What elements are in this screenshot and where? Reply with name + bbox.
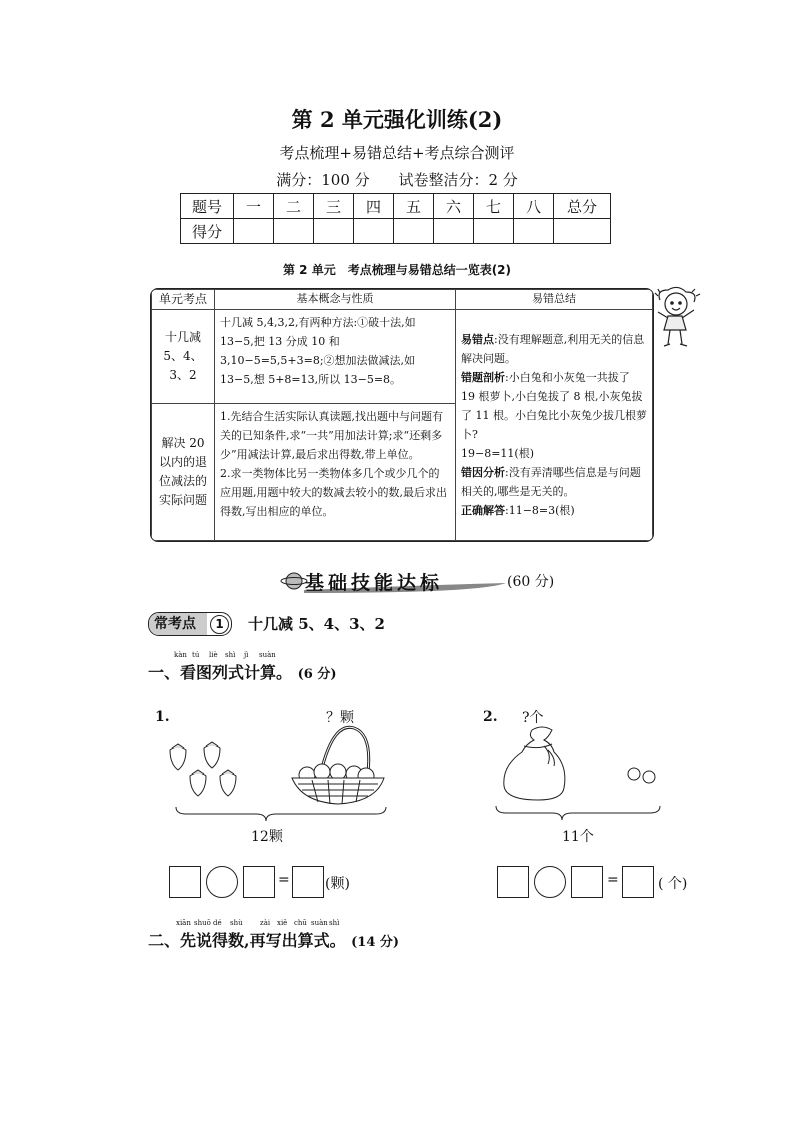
score-header-cell: 三 bbox=[314, 194, 354, 219]
score-header-cell: 五 bbox=[394, 194, 434, 219]
pinyin: tú bbox=[192, 651, 200, 659]
answer-box[interactable] bbox=[243, 866, 275, 898]
answer-box[interactable] bbox=[169, 866, 201, 898]
summary-caption: 第 2 单元 考点梳理与易错总结一览表(2) bbox=[282, 263, 512, 277]
score-header-cell: 题号 bbox=[181, 194, 234, 219]
problem-2-total: 11个 bbox=[562, 829, 594, 845]
score-cell[interactable] bbox=[394, 219, 434, 244]
pinyin: xiě bbox=[277, 919, 288, 927]
score-cell[interactable] bbox=[234, 219, 274, 244]
summary-header-errors: 易错总结 bbox=[456, 290, 653, 310]
score-table bbox=[180, 193, 611, 244]
question-2-text: 二、先说得数,再写出算式。 bbox=[148, 931, 346, 950]
error-point-label: 易错点 bbox=[461, 333, 494, 346]
key-point-title: 十几减 5、4、3、2 bbox=[248, 615, 385, 633]
pinyin: chū bbox=[294, 919, 307, 927]
summary-table bbox=[150, 288, 654, 542]
score-header-cell: 六 bbox=[434, 194, 474, 219]
wrong-answer: 19−8=11(根) bbox=[461, 447, 535, 460]
correct-answer-text: :11−8=3(根) bbox=[505, 504, 575, 517]
error-cause-text: :没有弄清哪些信息是与问题相关的,哪些是无关的。 bbox=[461, 466, 641, 498]
strawberry-icon bbox=[190, 770, 206, 796]
score-header-cell: 总分 bbox=[554, 194, 611, 219]
score-info bbox=[0, 169, 794, 190]
problem-1-number: 1. bbox=[155, 709, 170, 725]
score-header-cell: 八 bbox=[514, 194, 554, 219]
summary-content bbox=[215, 403, 456, 540]
pinyin: suàn bbox=[259, 651, 276, 659]
operator-circle[interactable] bbox=[206, 866, 238, 898]
question-2-heading bbox=[148, 919, 400, 951]
pinyin: shì bbox=[329, 919, 340, 927]
pinyin: kàn bbox=[174, 651, 187, 659]
correct-answer-label: 正确解答 bbox=[461, 504, 505, 517]
pinyin: liè bbox=[209, 651, 218, 659]
score-cell[interactable] bbox=[354, 219, 394, 244]
score-header-cell: 七 bbox=[474, 194, 514, 219]
problem-2-number: 2. bbox=[483, 709, 498, 725]
score-cell[interactable] bbox=[314, 219, 354, 244]
answer-box[interactable] bbox=[622, 866, 654, 898]
key-point-number: 1 bbox=[210, 615, 229, 634]
full-score: 满分：100 分 bbox=[276, 171, 370, 189]
pinyin: xiān bbox=[176, 919, 191, 927]
pinyin: suàn bbox=[311, 919, 328, 927]
score-cell[interactable] bbox=[434, 219, 474, 244]
bag-icon bbox=[504, 727, 565, 800]
summary-header-concept: 基本概念与性质 bbox=[215, 290, 456, 310]
cartoon-girl-icon bbox=[654, 286, 702, 352]
score-header-cell: 一 bbox=[234, 194, 274, 219]
summary-header-row bbox=[152, 290, 653, 310]
pinyin: dé bbox=[213, 919, 222, 927]
page-title: 第 2 单元强化训练(2) bbox=[291, 107, 503, 132]
answer-box[interactable] bbox=[497, 866, 529, 898]
ball-icon bbox=[643, 771, 655, 783]
score-header-cell: 二 bbox=[274, 194, 314, 219]
answer-box[interactable] bbox=[292, 866, 324, 898]
summary-content-item: 1.先结合生活实际认真读题,找出题中与问题有关的已知条件,求“一共”用加法计算;求“还剩多少”用减法计算,最后求出得数,带上单位。 bbox=[220, 409, 443, 461]
section-banner-title: 基础技能达标 bbox=[305, 572, 444, 594]
neat-score: 试卷整洁分：2 分 bbox=[398, 171, 518, 189]
score-cell[interactable] bbox=[554, 219, 611, 244]
section-banner-score: (60 分) bbox=[507, 574, 555, 590]
problem-1-total: 12颗 bbox=[251, 829, 283, 845]
error-cause-label: 错因分析 bbox=[461, 466, 505, 479]
question-1-heading bbox=[148, 651, 337, 683]
summary-header-topic: 单元考点 bbox=[152, 290, 215, 310]
pinyin: shì bbox=[225, 651, 236, 659]
strawberries-basket-illustration bbox=[162, 720, 392, 825]
equals-sign: = bbox=[607, 872, 619, 888]
error-analysis-text: :小白兔和小灰兔一共拔了 19 根萝卜,小白兔拔了 8 根,小灰兔拔了 11 根。小白兔比小灰兔少拔几根萝卜? bbox=[461, 371, 647, 441]
pinyin: shuō bbox=[194, 919, 211, 927]
pinyin: shù bbox=[230, 919, 243, 927]
pinyin: zài bbox=[260, 919, 271, 927]
error-analysis-label: 错题剖析 bbox=[461, 371, 505, 384]
unit-label: ( 个) bbox=[658, 876, 688, 892]
score-header-cell: 四 bbox=[354, 194, 394, 219]
key-point-badge bbox=[148, 612, 232, 636]
operator-circle[interactable] bbox=[534, 866, 566, 898]
summary-topic: 解决 20 以内的退位减法的实际问题 bbox=[152, 403, 215, 540]
summary-content: 十几减 5,4,3,2,有两种方法:①破十法,如 13−5,把 13 分成 10 和 3,10−5=5,5+3=8;②想加法做减法,如 13−5,想 5+8=13,所以 13−5=8。 bbox=[215, 310, 456, 404]
answer-box[interactable] bbox=[571, 866, 603, 898]
question-1-points: (6 分) bbox=[297, 667, 337, 682]
unit-label: (颗) bbox=[325, 876, 350, 892]
question-2-points: (14 分) bbox=[351, 935, 400, 950]
score-table-score-row bbox=[181, 219, 611, 244]
equals-sign: = bbox=[278, 872, 290, 888]
score-row-label: 得分 bbox=[181, 219, 234, 244]
error-summary bbox=[456, 310, 653, 541]
pinyin: jì bbox=[244, 651, 249, 659]
summary-content-item: 2.求一类物体比另一类物体多几个或少几个的应用题,用题中较大的数减去较小的数,最后求出得数,写出相应的单位。 bbox=[220, 466, 447, 518]
ball-icon bbox=[628, 768, 640, 780]
question-1-text: 一、看图列式计算。 bbox=[148, 663, 293, 682]
score-table-header-row bbox=[181, 194, 611, 219]
strawberry-icon bbox=[170, 744, 186, 770]
problem-1-question: ？颗 bbox=[326, 710, 354, 726]
score-cell[interactable] bbox=[274, 219, 314, 244]
strawberry-icon bbox=[204, 742, 220, 768]
page-subtitle: 考点梳理+易错总结+考点综合测评 bbox=[279, 144, 515, 162]
key-point-label: 常考点 bbox=[154, 616, 196, 632]
error-point-text: :没有理解题意,利用无关的信息解决问题。 bbox=[461, 333, 645, 365]
bag-illustration bbox=[492, 722, 672, 826]
score-cell[interactable] bbox=[514, 219, 554, 244]
strawberry-icon bbox=[220, 770, 236, 796]
problem-2-question: ?个 bbox=[522, 710, 544, 726]
score-cell[interactable] bbox=[474, 219, 514, 244]
summary-topic: 十几减 5、4、3、2 bbox=[152, 310, 215, 404]
summary-row bbox=[152, 310, 653, 404]
